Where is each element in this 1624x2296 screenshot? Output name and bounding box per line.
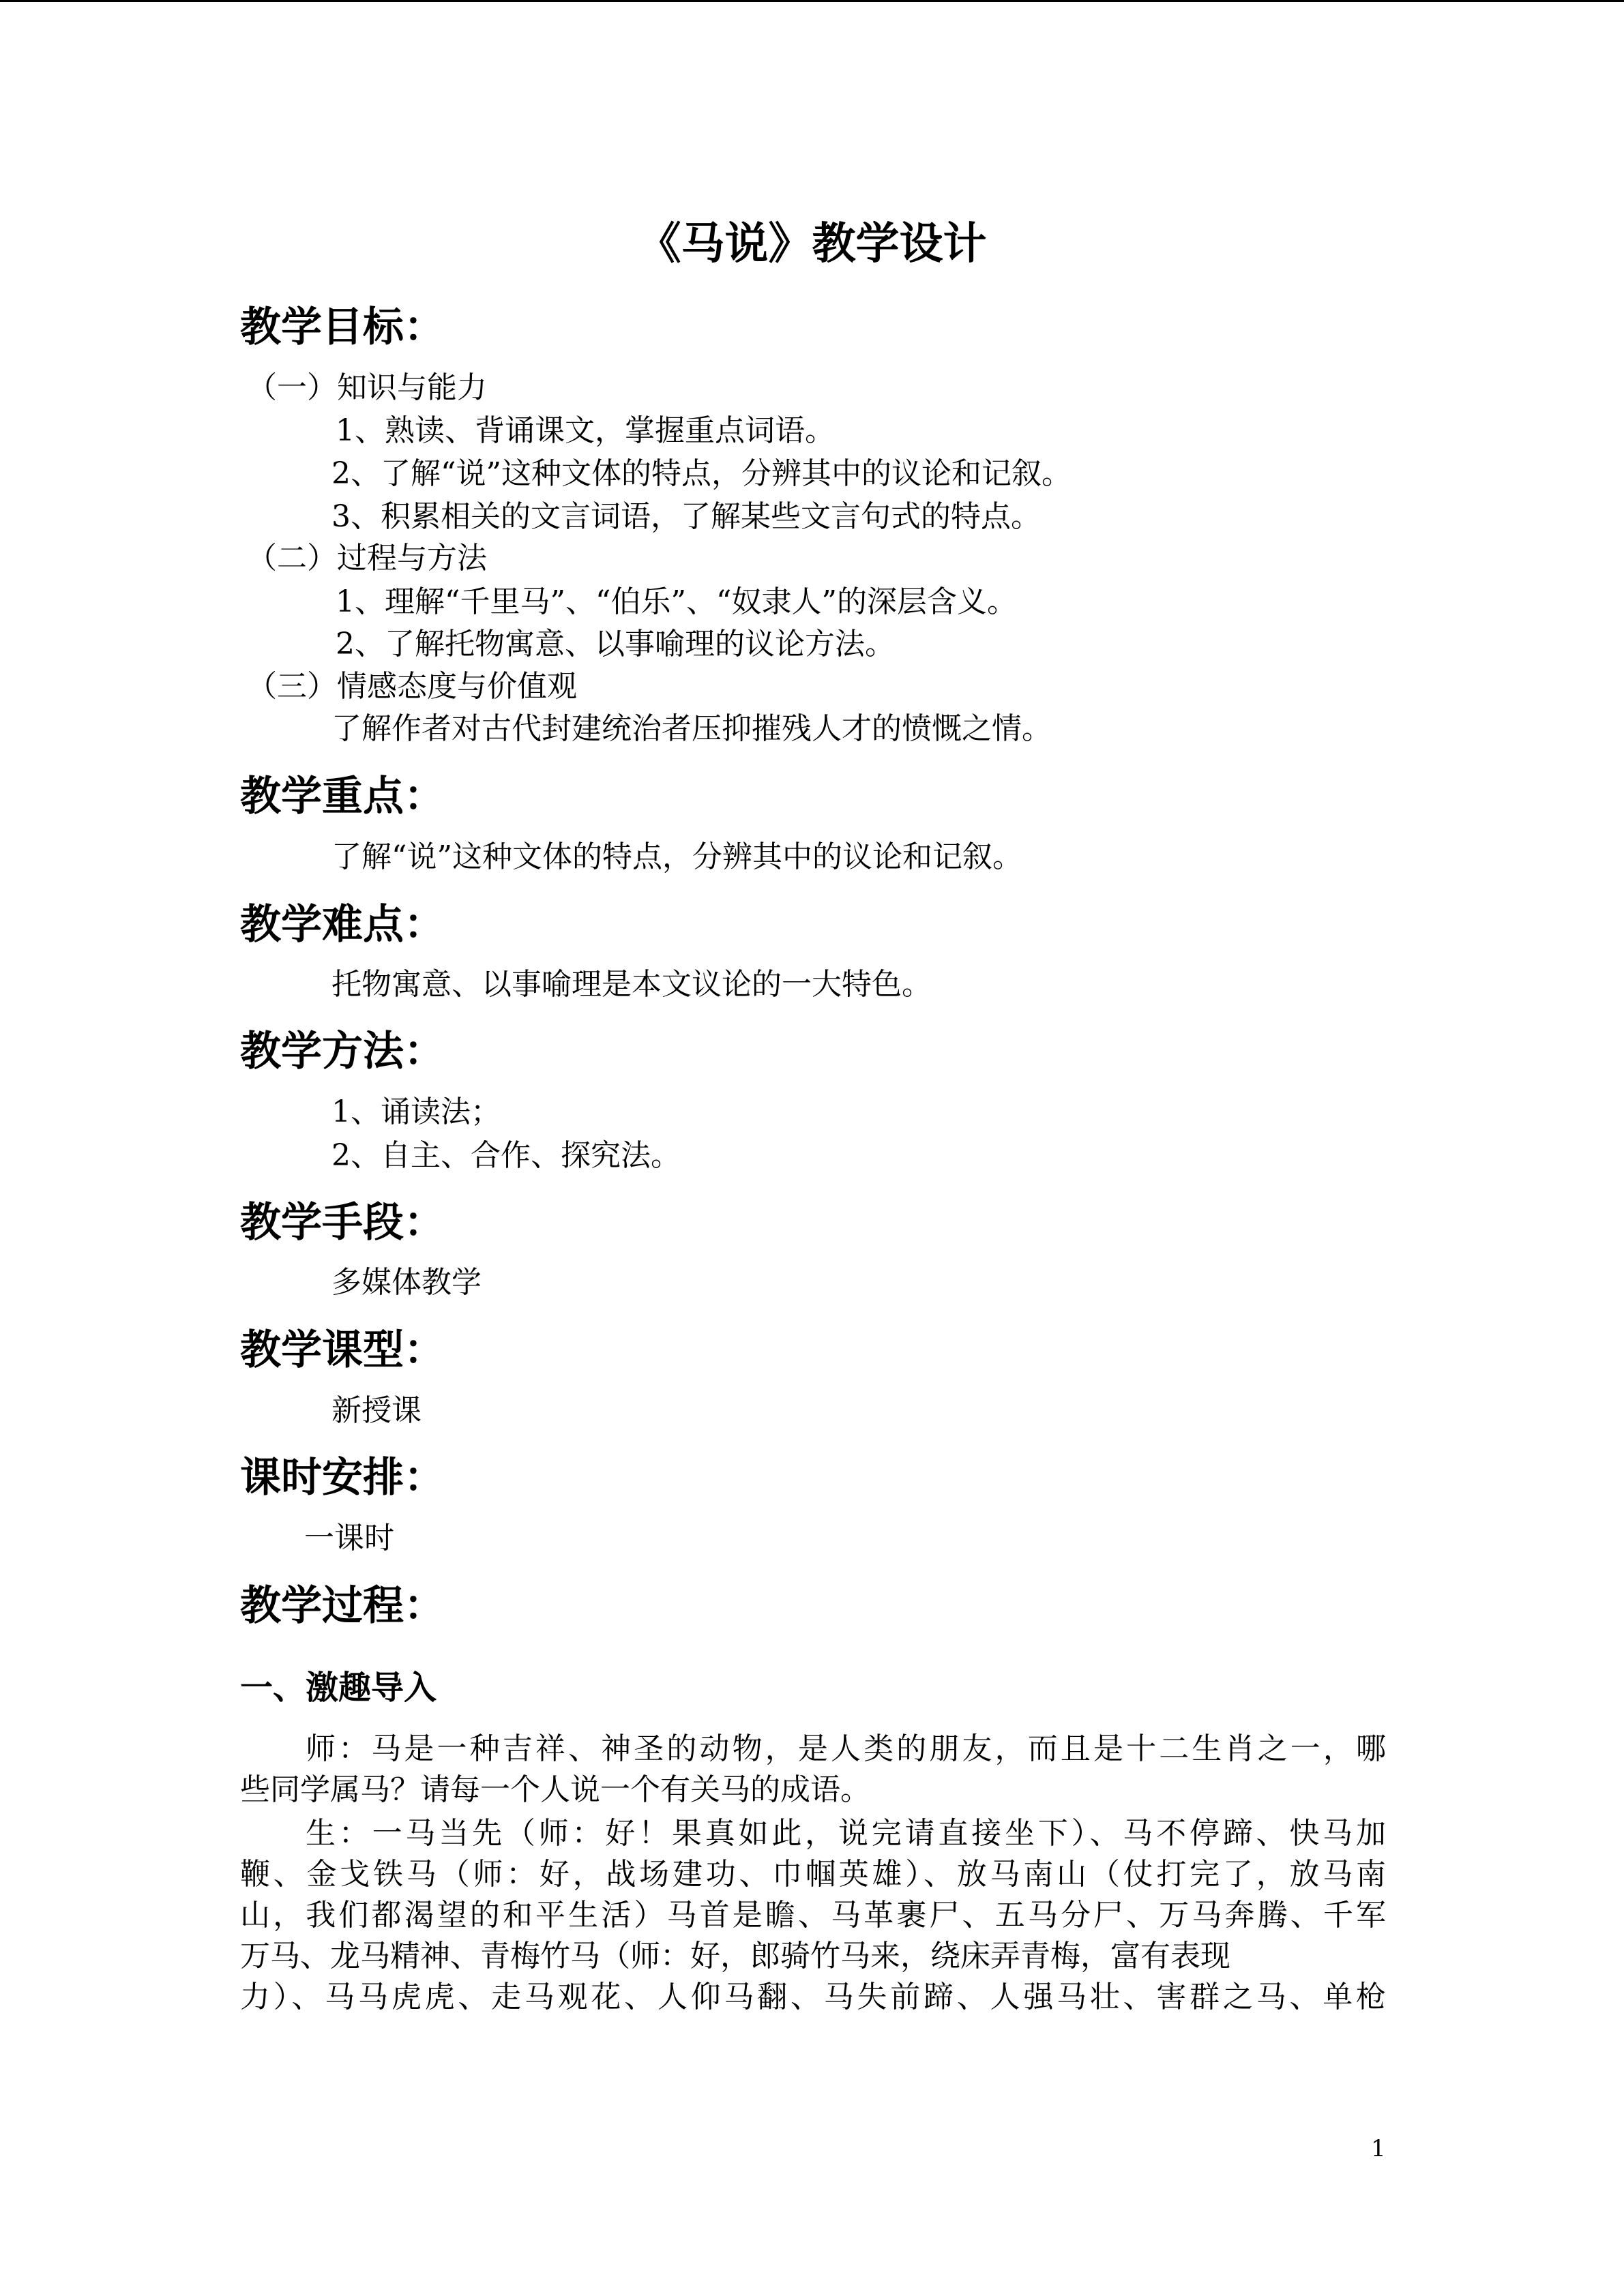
paragraph-line: 师：马是一种吉祥、神圣的动物，是人类的朋友，而且是十二生肖之一，哪: [306, 1731, 1386, 1766]
objective-item: 2、了解托物寓意、以事喻理的议论方法。: [336, 627, 895, 661]
objectives-heading: 教学目标：: [240, 303, 445, 351]
teacher-paragraph: [240, 1729, 1386, 1810]
schedule-text: 一课时: [304, 1521, 394, 1555]
means-text: 多媒体教学: [331, 1265, 482, 1300]
key-point-text: 了解“说”这种文体的特点，分辨其中的议论和记叙。: [331, 839, 1022, 874]
objective-group-label: （一）知识与能力: [247, 370, 487, 405]
objective-group-label: （二）过程与方法: [247, 541, 487, 576]
method-item: 2、自主、合作、探究法。: [331, 1138, 681, 1173]
objective-group-label: （三）情感态度与价值观: [247, 669, 577, 704]
difficulty-heading: 教学难点：: [240, 901, 445, 949]
process-heading: 教学过程：: [240, 1582, 445, 1630]
paragraph-line: 万马、龙马精神、青梅竹马（师：好，郎骑竹马来，绕床弄青梅，富有表现: [240, 1939, 1230, 1973]
key-point-heading: 教学重点：: [240, 773, 445, 820]
means-heading: 教学手段：: [240, 1199, 445, 1247]
objective-item: 了解作者对古代封建统治者压抑摧残人才的愤慨之情。: [331, 711, 1052, 746]
document-title: 《马说》教学设计: [637, 219, 987, 269]
lesson-type-text: 新授课: [331, 1393, 422, 1428]
objective-item: 1、熟读、背诵课文，掌握重点词语。: [336, 413, 835, 448]
objective-item: 1、理解“千里马”、“伯乐”、“奴隶人”的深层含义。: [336, 584, 1017, 619]
method-item: 1、诵读法；: [331, 1094, 501, 1129]
methods-heading: 教学方法：: [240, 1028, 445, 1075]
paragraph-line: 力）、马马虎虎、走马观花、人仰马翻、马失前蹄、人强马壮、害群之马、单枪: [240, 1980, 1386, 2014]
section-title: 一、激趣导入: [240, 1669, 437, 1707]
paragraph-line: 些同学属马？请每一个人说一个有关马的成语。: [240, 1772, 870, 1807]
student-paragraph: [240, 1813, 1386, 2018]
page-number: 1: [1371, 2135, 1386, 2162]
objective-item: 2、了解“说”这种文体的特点，分辨其中的议论和记叙。: [331, 456, 1072, 491]
paragraph-line: 鞭、金戈铁马（师：好，战场建功、巾帼英雄）、放马南山（仗打完了，放马南: [240, 1857, 1386, 1892]
lesson-type-heading: 教学课型：: [240, 1326, 445, 1374]
schedule-heading: 课时安排：: [240, 1454, 445, 1502]
objective-item: 3、积累相关的文言词语，了解某些文言句式的特点。: [331, 499, 1041, 534]
difficulty-text: 托物寓意、以事喻理是本文议论的一大特色。: [331, 967, 932, 1002]
paragraph-line: 山，我们都渴望的和平生活）马首是瞻、马革裹尸、五马分尸、万马奔腾、千军: [240, 1898, 1386, 1933]
paragraph-line: 生：一马当先（师：好！果真如此，说完请直接坐下）、马不停蹄、快马加: [306, 1816, 1386, 1851]
